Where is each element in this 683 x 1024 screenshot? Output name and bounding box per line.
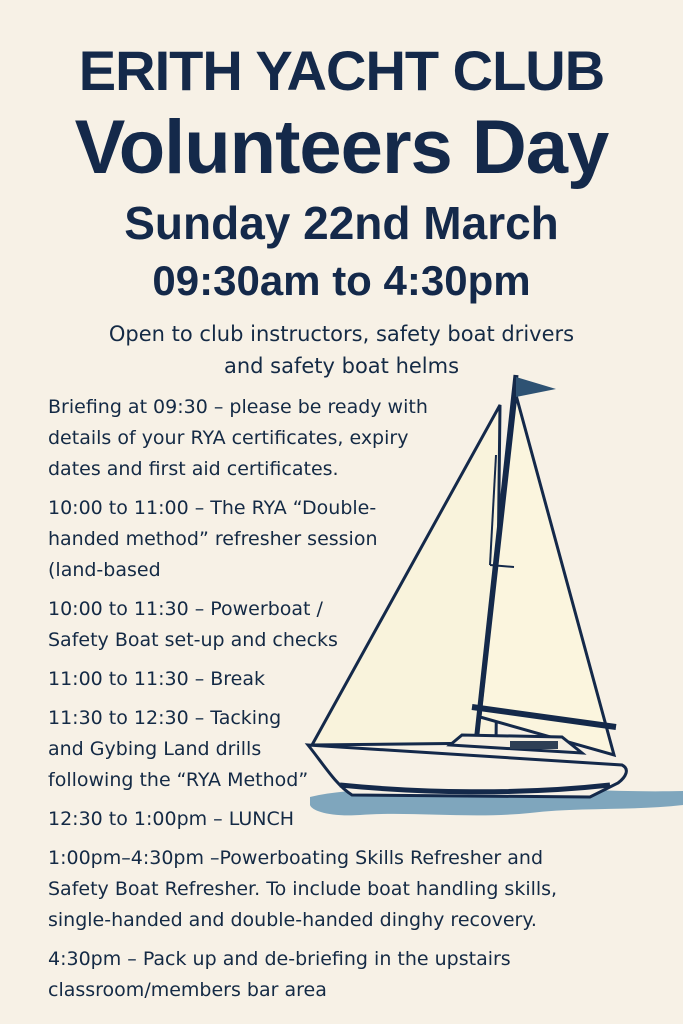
schedule-item-double-handed — [48, 493, 608, 586]
schedule-line: 4:30pm – Pack up and de-briefing in the upstairs — [48, 948, 511, 970]
schedule-line: following the “RYA Method” — [48, 769, 309, 791]
schedule-line: 10:00 to 11:00 – The RYA “Double- — [48, 497, 377, 519]
schedule-line: Safety Boat Refresher. To include boat handling skills, — [48, 878, 558, 900]
schedule-line: 1:00pm–4:30pm –Powerboating Skills Refresher and — [48, 847, 544, 869]
schedule-item-tacking — [48, 703, 608, 796]
schedule-line: classroom/members bar area — [48, 979, 327, 1001]
schedule-item-lunch — [48, 804, 608, 835]
club-name: ERITH YACHT CLUB — [78, 39, 605, 102]
schedule-item-pack-up — [48, 944, 608, 1006]
schedule-line: 11:30 to 12:30 – Tacking — [48, 707, 282, 729]
schedule-line: (land-based — [48, 559, 161, 581]
intro-line-2: and safety boat helms — [223, 354, 460, 378]
schedule-line: 11:00 to 11:30 – Break — [48, 668, 266, 690]
schedule-line: details of your RYA certificates, expiry — [48, 427, 409, 449]
event-title: Volunteers Day — [74, 105, 609, 190]
schedule-line: 12:30 to 1:00pm – LUNCH — [48, 808, 295, 830]
schedule-line: single-handed and double-handed dinghy recovery. — [48, 909, 537, 931]
event-time: 09:30am to 4:30pm — [152, 257, 531, 304]
schedule-line: 10:00 to 11:30 – Powerboat / — [48, 598, 323, 620]
schedule-line: Briefing at 09:30 – please be ready with — [48, 396, 428, 418]
schedule-item-powerboat — [48, 594, 608, 656]
schedule-item-break — [48, 664, 608, 695]
intro-line-1: Open to club instructors, safety boat drivers — [108, 322, 575, 346]
schedule-item-afternoon — [48, 843, 608, 936]
schedule-line: Safety Boat set-up and checks — [48, 629, 338, 651]
schedule-line: and Gybing Land drills — [48, 738, 262, 760]
event-date: Sunday 22nd March — [124, 197, 559, 249]
schedule-item-briefing — [48, 392, 608, 485]
schedule — [48, 392, 608, 1014]
schedule-line: dates and first aid certificates. — [48, 458, 339, 480]
schedule-line: handed method” refresher session — [48, 528, 378, 550]
